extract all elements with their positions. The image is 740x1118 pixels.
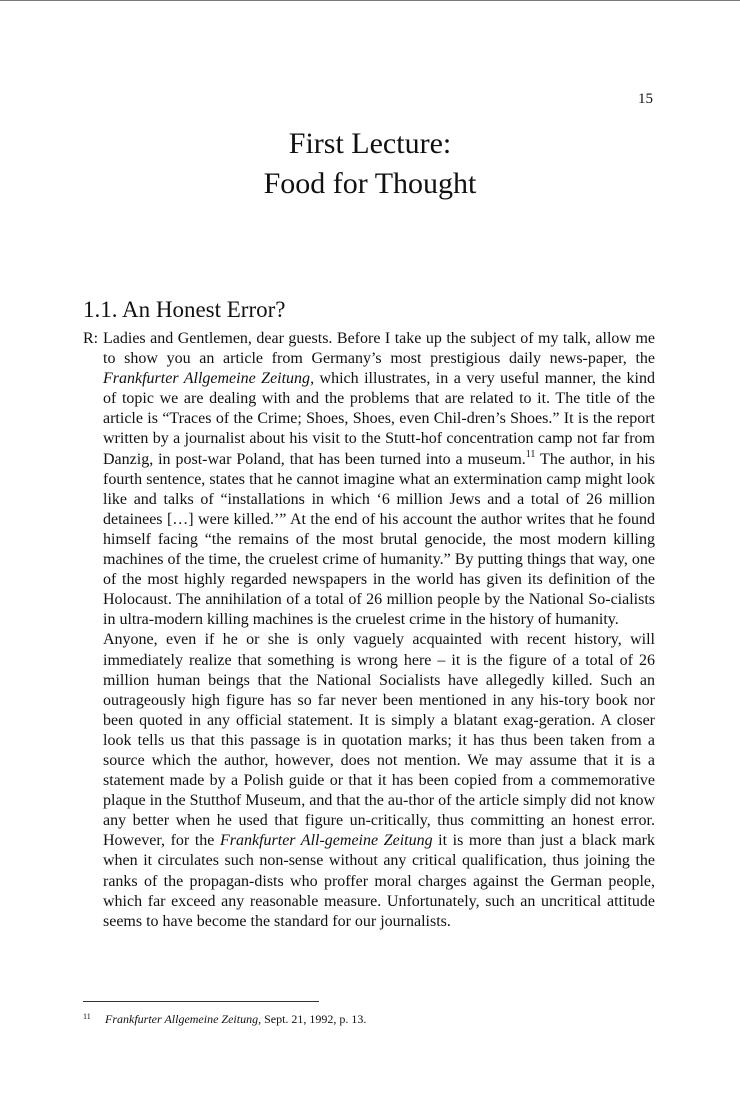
body-paragraph-1	[103, 329, 655, 630]
chapter-title-line-2: Food for Thought	[263, 167, 477, 200]
lecture-body	[83, 329, 655, 932]
footnote-source-title: Frankfurter Allgemeine Zeitung	[105, 1012, 259, 1026]
paragraph-1-text-c: The author, in his fourth sentence, states that he cannot imagine what an extermination camp might look like and talks of “installations in which ‘6 million Jews and a total of 26 million detainees […] were killed.’” At the end of his account the author writes that he found himself facing “the remains of the most brutal genocide, the most modern killing machines of the time, the cruelest crime of humanity.” By putting things that way, one of the most highly regarded newspapers in the world has given its definition of the Holocaust. The annihilation of a total of 26 million people by the National So-cialists in ultra-modern killing machines is the cruelest crime in the history of humanity.	[103, 450, 656, 629]
page-number: 15	[638, 91, 653, 107]
section-heading: 1.1. An Honest Error?	[83, 297, 286, 322]
chapter-title	[0, 124, 740, 204]
footnote-number: 11	[83, 1012, 91, 1021]
body-paragraph-2	[103, 630, 655, 931]
paragraph-2-text-b: it is more than just a black mark when it circulates such non-sense without any critical qualification, thus joining the ranks of the propagan-dists who proffer moral charges against the German people, which far exceed any reasonable measure. Unfortunately, such an uncritical attitude seems to have become the standard for our journalists.	[103, 832, 656, 930]
footnote-details: , Sept. 21, 1992, p. 13.	[258, 1012, 367, 1026]
paragraph-1-text-b: , which illustrates, in a very useful manner, the kind of topic we are dealing with and the problems that are related to it. The title of the article is “Traces of the Crime; Shoes, Shoes, even Chil-dren’s Shoes.” It is the report written by a journalist about his visit to the Stutt-hof concentration camp not far from Danzig, in post-war Poland, that has been turned into a museum.	[103, 370, 655, 468]
footnote-reference[interactable]: 11	[525, 448, 536, 460]
paragraph-2-text-a: Anyone, even if he or she is only vaguely acquainted with recent history, will immediately realize that something is wrong here – it is the figure of a total of 26 million human beings that the National Socialists have allegedly killed. Such an outrageously high figure has so far never been mentioned in any his-tory book nor been quoted in any official statement. It is simply a blatant exag-geration. A closer look tells us that this passage is in quotation marks; it has thus been taken from a source which the author, however, does not mention. We may assume that it is a statement made by a Polish guide or that it has been copied from a commemorative plaque in the Stutthof Museum, and that the au-thor of the article simply did not know any better when he used that figure un-critically, thus committing an honest error. However, for the	[103, 631, 655, 850]
paragraph-1-newspaper-title: Frankfurter Allgemeine Zeitung	[103, 370, 311, 388]
top-border-rule	[0, 0, 740, 1]
speaker-label: R:	[83, 330, 99, 347]
chapter-title-line-1: First Lecture:	[288, 127, 452, 160]
paragraph-2-newspaper-title: Frankfurter All-gemeine Zeitung	[219, 832, 433, 850]
paragraph-1-text-a: Ladies and Gentlemen, dear guests. Before I take up the subject of my talk, allow me to show you an article from Germany’s most prestigious daily news-paper, the	[103, 330, 655, 368]
speaker-paragraphs	[103, 329, 655, 932]
footnote	[83, 1009, 655, 1027]
footnote-separator	[83, 1001, 319, 1002]
